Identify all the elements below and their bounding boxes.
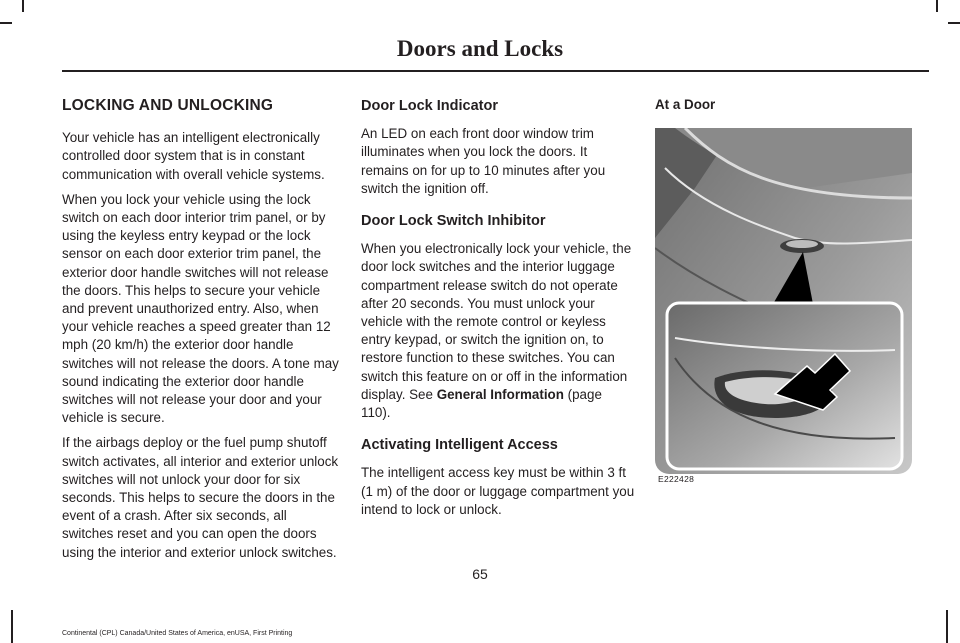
access-heading: Activating Intelligent Access [361, 437, 558, 454]
inhibitor-text: When you electronically lock your vehicle, the door lock switches and the interior luggage compartment release switch do not operate after 20 seconds. You must unlock your vehicle with the remote control or keyless entry keypad, or switch the ignition on, to restore function to these switches. You can switch this feature on or off in the information display. See [361, 241, 632, 402]
left-column [62, 97, 340, 569]
section-heading: LOCKING AND UNLOCKING [62, 97, 274, 114]
general-information-link[interactable]: General Information [436, 386, 564, 402]
inhibitor-paragraph [361, 240, 635, 422]
middle-column [361, 97, 635, 526]
crop-mark [936, 0, 938, 12]
paragraph: When you lock your vehicle using the lock switch on each door interior trim panel, or by using the keyless entry keypad or the lock sensor on each door exterior trim panel, the exterior door handle switches will not release the doors. This helps to secure your vehicle and prevent unauthorized entry. Also, when your vehicle reaches a speed greater than 12 mph (20 km/h) the exterior door handle switches will not release the doors. A tone may sound indicating the exterior door handle switches will not release your door and your vehicle is secure. [62, 191, 339, 426]
figure-title: At a Door [655, 97, 716, 112]
crop-mark [11, 610, 13, 643]
crop-mark [948, 22, 960, 24]
door-handle-illustration [655, 128, 912, 474]
access-text: The intelligent access key must be within 3 ft (1 m) of the door or luggage compartment you intend to lock or unlock. [361, 465, 635, 517]
paragraph: Your vehicle has an intelligent electronically controlled door system that is in constant communication with overall vehicle systems. [62, 130, 325, 182]
page-reference: (page 110). [361, 386, 602, 421]
crop-mark [946, 610, 948, 643]
inhibitor-heading: Door Lock Switch Inhibitor [361, 213, 546, 230]
page-number: 65 [472, 566, 488, 582]
page-title: Doors and Locks [396, 36, 564, 61]
footer-edition: Continental (CPL) Canada/United States of America, enUSA, First Printing [62, 630, 293, 637]
paragraph: If the airbags deploy or the fuel pump shutoff switch activates, all interior and exterior unlock switches will not unlock your door for six seconds. This helps to secure the doors in the event of a crash. After six seconds, all switches reset and you can open the doors using the interior and exterior unlock switches. [62, 435, 339, 560]
indicator-text: An LED on each front door window trim illuminates when you lock the doors. It remains on for up to 10 minutes after you switch the ignition off. [361, 126, 606, 196]
indicator-heading: Door Lock Indicator [361, 98, 498, 114]
figure-code: E222428 [658, 474, 695, 484]
crop-mark [0, 22, 12, 24]
crop-mark [22, 0, 24, 12]
header-rule [62, 70, 929, 72]
